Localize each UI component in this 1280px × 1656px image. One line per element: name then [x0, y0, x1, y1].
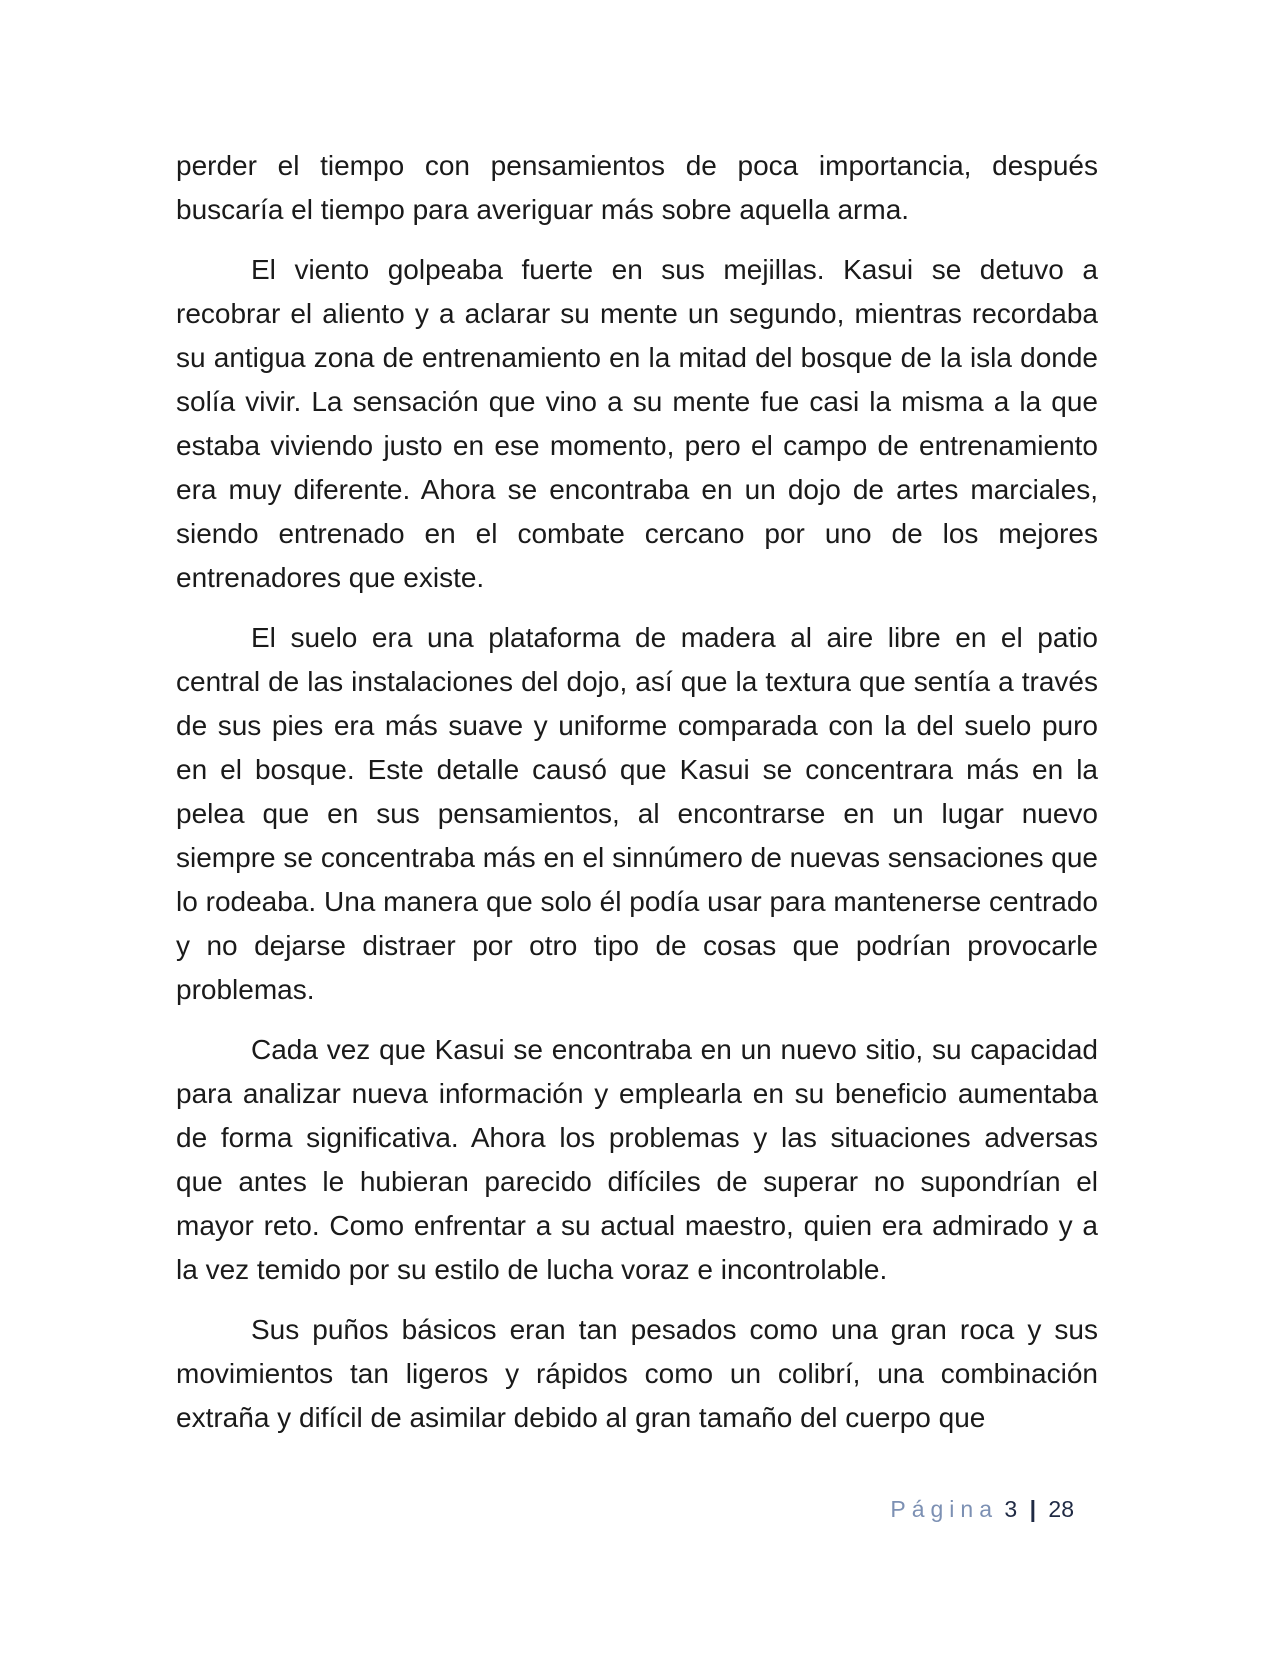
paragraph: Cada vez que Kasui se encontraba en un nuevo sitio, su capacidad para analizar nueva información y emplearla en su beneficio aumentaba de forma significativa. Ahora los problemas y las situaciones adversas que antes le hubieran parecido difíciles de superar no supondrían el mayor reto. Como enfrentar a su actual maestro, quien era admirado y a la vez temido por su estilo de lucha voraz e incontrolable.	[176, 1034, 1098, 1285]
total-pages-number: 28	[1048, 1496, 1074, 1522]
page-footer	[890, 1496, 1074, 1523]
paragraph: El viento golpeaba fuerte en sus mejillas. Kasui se detuvo a recobrar el aliento y a aclarar su mente un segundo, mientras recordaba su antigua zona de entrenamiento en la mitad del bosque de la isla donde solía vivir. La sensación que vino a su mente fue casi la misma a la que estaba viviendo justo en ese momento, pero el campo de entrenamiento era muy diferente. Ahora se encontraba en un dojo de artes marciales, siendo entrenado en el combate cercano por uno de los mejores entrenadores que existe.	[176, 254, 1098, 593]
paragraph: perder el tiempo con pensamientos de poca importancia, después buscaría el tiempo para averiguar más sobre aquella arma.	[176, 150, 1098, 225]
page-separator: |	[1029, 1496, 1037, 1522]
page-label: Página	[890, 1496, 998, 1522]
current-page-number: 3	[1004, 1496, 1018, 1522]
paragraph: El suelo era una plataforma de madera al aire libre en el patio central de las instalaciones del dojo, así que la textura que sentía a través de sus pies era más suave y uniforme comparada con la del suelo puro en el bosque. Este detalle causó que Kasui se concentrara más en la pelea que en sus pensamientos, al encontrarse en un lugar nuevo siempre se concentraba más en el sinnúmero de nuevas sensaciones que lo rodeaba. Una manera que solo él podía usar para mantenerse centrado y no dejarse distraer por otro tipo de cosas que podrían provocarle problemas.	[176, 622, 1098, 1005]
body-text	[176, 144, 1098, 1456]
paragraph: Sus puños básicos eran tan pesados como una gran roca y sus movimientos tan ligeros y rápidos como un colibrí, una combinación extraña y difícil de asimilar debido al gran tamaño del cuerpo que	[176, 1314, 1098, 1433]
